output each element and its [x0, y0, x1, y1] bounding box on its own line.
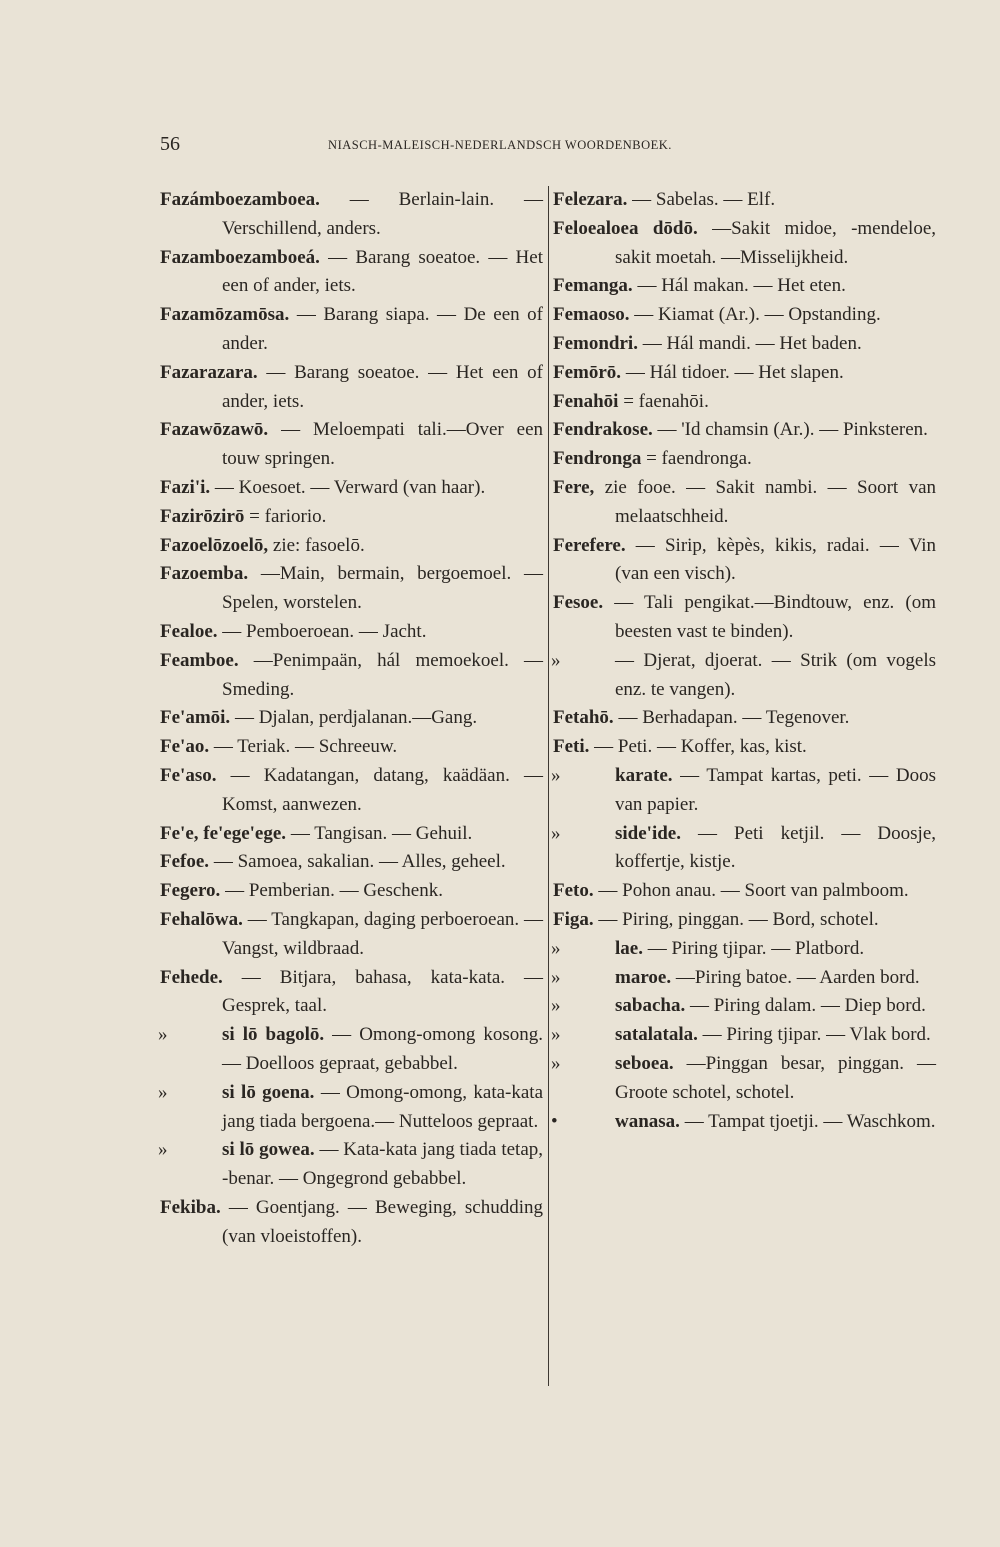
dictionary-subentry — [553, 992, 936, 1021]
dictionary-entry — [553, 330, 936, 359]
ditto-mark: » — [551, 822, 561, 844]
definition: — Pohon anau. — Soort van palmboom. — [598, 880, 909, 902]
headword: Fesoe. — [553, 592, 604, 614]
headword: si lō bagolō. — [222, 1024, 325, 1046]
definition: — Hál tidoer. — Het slapen. — [625, 361, 844, 383]
definition: — Barang soeatoe. — Het een of ander, iets. — [222, 246, 543, 297]
headword: Femōrō. — [553, 361, 622, 383]
dictionary-entry — [553, 445, 936, 474]
dictionary-subentry — [553, 647, 936, 705]
dictionary-entry — [160, 301, 543, 359]
headword: Fekiba. — [160, 1196, 221, 1218]
dictionary-entry — [160, 416, 543, 474]
dictionary-entry — [160, 733, 543, 762]
dictionary-subentry — [160, 1079, 543, 1137]
definition: — Omong-omong, kata-kata jang tiada bergoena.— Nutteloos gepraat. — [222, 1081, 544, 1132]
dictionary-entry — [160, 848, 543, 877]
dictionary-entry — [553, 704, 936, 733]
headword: maroe. — [615, 966, 672, 988]
page-number: 56 — [160, 133, 180, 155]
definition: — Peti. — Koffer, kas, kist. — [594, 736, 807, 758]
dictionary-entry — [553, 733, 936, 762]
dictionary-entry — [160, 1194, 543, 1252]
definition: — Sirip, kèpès, kikis, radai. — Vin (van een visch). — [615, 534, 937, 585]
definition: — Barang soeatoe. — Het een of ander, iets. — [222, 361, 544, 412]
ditto-mark: » — [551, 937, 561, 959]
headword: Fenahōi — [553, 390, 619, 412]
ditto-mark: » — [551, 1024, 561, 1046]
definition: —Main, bermain, bergoemoel. — Spelen, worstelen. — [222, 563, 543, 614]
ditto-mark: • — [551, 1110, 558, 1132]
headword: Femaoso. — [553, 304, 630, 326]
headword: Felezara. — [553, 189, 628, 210]
dictionary-entry — [160, 618, 543, 647]
dictionary-subentry — [553, 935, 936, 964]
definition: — Tali pengikat.—Bindtouw, enz. (om beesten vast te binden). — [614, 592, 937, 642]
dictionary-entry — [553, 301, 936, 330]
headword: Fazámboezamboea. — [160, 189, 320, 210]
headword: Fazarazara. — [160, 361, 258, 383]
ditto-mark: » — [551, 995, 561, 1017]
dictionary-entry — [553, 272, 936, 301]
dictionary-entry — [553, 186, 936, 215]
headword: Fe'ao. — [160, 736, 210, 758]
dictionary-entry — [160, 186, 543, 244]
headword: Femanga. — [553, 275, 633, 297]
headword: Fefoe. — [160, 851, 210, 873]
dictionary-subentry — [553, 762, 936, 820]
headword: Figa. — [553, 908, 594, 930]
headword: Fegero. — [160, 880, 221, 902]
dictionary-subentry — [160, 1021, 543, 1079]
headword: Fazoemba. — [160, 563, 249, 585]
running-title: NIASCH-MALEISCH-NEDERLANDSCH WOORDENBOEK. — [328, 138, 672, 152]
definition: — Piring, pinggan. — Bord, schotel. — [598, 908, 879, 930]
ditto-mark: » — [551, 1052, 561, 1074]
dictionary-entry — [553, 388, 936, 417]
definition: — Pemberian. — Geschenk. — [225, 880, 443, 902]
dictionary-entry — [160, 503, 543, 532]
headword: seboea. — [615, 1052, 674, 1074]
headword: Fendronga — [553, 448, 642, 470]
definition: — Meloempati tali.—Over een touw springen. — [222, 419, 543, 470]
dictionary-subentry — [160, 1136, 543, 1194]
ditto-mark: » — [551, 966, 561, 988]
definition: — Piring tjipar. — Platbord. — [647, 937, 865, 959]
headword: Feloealoea dōdō. — [553, 217, 698, 239]
definition: = faendronga. — [646, 448, 752, 470]
definition: —Penimpaän, hál memoekoel. — Smeding. — [222, 649, 543, 700]
definition: — Peti ketjil. — Doosje, koffertje, kistje. — [615, 822, 936, 873]
dictionary-entry — [553, 589, 936, 647]
headword: si lō goena. — [222, 1081, 315, 1103]
ditto-mark: » — [551, 649, 561, 671]
headword: Ferefere. — [553, 534, 626, 556]
definition: —Piring batoe. — Aarden bord. — [675, 966, 920, 988]
dictionary-subentry — [553, 820, 936, 878]
headword: karate. — [615, 764, 673, 786]
headword: Fazoelōzoelō, — [160, 534, 269, 556]
definition: — Samoea, sakalian. — Alles, geheel. — [213, 851, 506, 873]
definition: —Sakit midoe, -mendeloe, sakit moetah. —Misselijkheid. — [615, 217, 936, 268]
headword: Fazamboezamboeá. — [160, 246, 320, 268]
headword: Fe'e, fe'ege'ege. — [160, 822, 287, 844]
definition: — Kiamat (Ar.). — Opstanding. — [634, 304, 881, 326]
dictionary-entry — [553, 215, 936, 273]
definition: — Berhadapan. — Tegenover. — [618, 707, 850, 729]
definition: zie fooe. — Sakit nambi. — Soort van melaatschheid. — [604, 476, 936, 527]
dictionary-entry — [553, 532, 936, 590]
definition: = faenahōi. — [623, 390, 709, 412]
definition: — Djalan, perdjalanan.—Gang. — [234, 707, 478, 729]
dictionary-entry — [160, 560, 543, 618]
definition: — Tampat tjoetji. — Waschkom. — [684, 1110, 936, 1132]
dictionary-entry — [160, 244, 543, 302]
ditto-mark: » — [158, 1024, 168, 1046]
definition: — Bitjara, bahasa, kata-kata. — Gesprek, taal. — [222, 966, 544, 1017]
headword: lae. — [615, 937, 643, 959]
headword: Fe'aso. — [160, 764, 217, 786]
headword: Fehede. — [160, 966, 223, 988]
ditto-mark: » — [158, 1139, 168, 1161]
definition: — Piring tjipar. — Vlak bord. — [702, 1024, 931, 1046]
definition: — Omong-omong kosong. — Doelloos gepraat, gebabbel. — [222, 1024, 543, 1074]
ditto-mark: » — [158, 1081, 168, 1103]
dictionary-entry — [160, 474, 543, 503]
headword: satalatala. — [615, 1024, 698, 1046]
definition: zie: fasoelō. — [272, 534, 365, 556]
headword: Fere, — [553, 476, 595, 498]
headword: Fazamōzamōsa. — [160, 304, 290, 326]
headword: Feto. — [553, 880, 594, 902]
dictionary-subentry — [553, 1108, 936, 1137]
headword: Feti. — [553, 736, 590, 758]
dictionary-entry — [160, 359, 543, 417]
dictionary-entry — [553, 474, 936, 532]
headword: Fehalōwa. — [160, 908, 243, 930]
definition: — Koesoet. — Verward (van haar). — [214, 476, 486, 498]
definition: — Berlain-lain. — Verschillend, anders. — [222, 189, 543, 239]
dictionary-entry — [160, 820, 543, 849]
dictionary-entry — [160, 532, 543, 561]
headword: side'ide. — [615, 822, 681, 844]
definition: — Hál mandi. — Het baden. — [642, 332, 862, 354]
headword: Fendrakose. — [553, 419, 653, 441]
definition: — Sabelas. — Elf. — [632, 189, 776, 210]
headword: Fe'amōi. — [160, 707, 231, 729]
definition: — Tampat kartas, peti. — Doos van papier. — [615, 764, 936, 815]
dictionary-subentry — [553, 1021, 936, 1050]
definition: —Pinggan besar, pinggan. — Groote schotel, schotel. — [615, 1052, 936, 1103]
definition: — Teriak. — Schreeuw. — [213, 736, 398, 758]
right-column — [553, 186, 936, 1136]
headword: Fazi'i. — [160, 476, 211, 498]
dictionary-entry — [160, 762, 543, 820]
dictionary-entry — [553, 359, 936, 388]
headword: wanasa. — [615, 1110, 680, 1132]
definition: — Hál makan. — Het eten. — [637, 275, 846, 297]
definition: — Pemboeroean. — Jacht. — [222, 620, 427, 642]
dictionary-entry — [553, 877, 936, 906]
dictionary-entry — [553, 416, 936, 445]
dictionary-subentry — [553, 964, 936, 993]
headword: Feamboe. — [160, 649, 239, 671]
dictionary-entry — [160, 877, 543, 906]
headword: Fazawōzawō. — [160, 419, 269, 441]
headword: Fazirōzirō — [160, 505, 245, 527]
dictionary-entry — [160, 906, 543, 964]
left-column — [160, 186, 543, 1251]
headword: Fetahō. — [553, 707, 614, 729]
definition: — Tangisan. — Gehuil. — [290, 822, 473, 844]
column-divider — [548, 186, 549, 1386]
headword: Fealoe. — [160, 620, 218, 642]
definition: — 'Id chamsin (Ar.). — Pinksteren. — [657, 419, 928, 441]
definition: — Piring dalam. — Diep bord. — [689, 995, 926, 1017]
ditto-mark: » — [551, 764, 561, 786]
dictionary-entry — [553, 906, 936, 935]
dictionary-subentry — [553, 1050, 936, 1108]
definition: — Barang siapa. — De een of ander. — [222, 304, 543, 354]
definition: — Kadatangan, datang, kaädäan. — Komst, aanwezen. — [222, 764, 543, 815]
definition: = fariorio. — [249, 505, 327, 527]
dictionary-entry — [160, 964, 543, 1022]
definition: — Kata-kata jang tiada tetap, -benar. — Ongegrond gebabbel. — [222, 1139, 544, 1190]
headword: sabacha. — [615, 995, 686, 1017]
headword: Femondri. — [553, 332, 638, 354]
definition: — Djerat, djoerat. — Strik (om vogels enz. te vangen). — [615, 649, 936, 700]
dictionary-entry — [160, 704, 543, 733]
headword: si lō gowea. — [222, 1139, 315, 1161]
definition: — Tangkapan, daging perboeroean. — Vangst, wildbraad. — [222, 908, 543, 959]
definition: — Goentjang. — Beweging, schudding (van vloeistoffen). — [222, 1196, 544, 1247]
dictionary-entry — [160, 647, 543, 705]
